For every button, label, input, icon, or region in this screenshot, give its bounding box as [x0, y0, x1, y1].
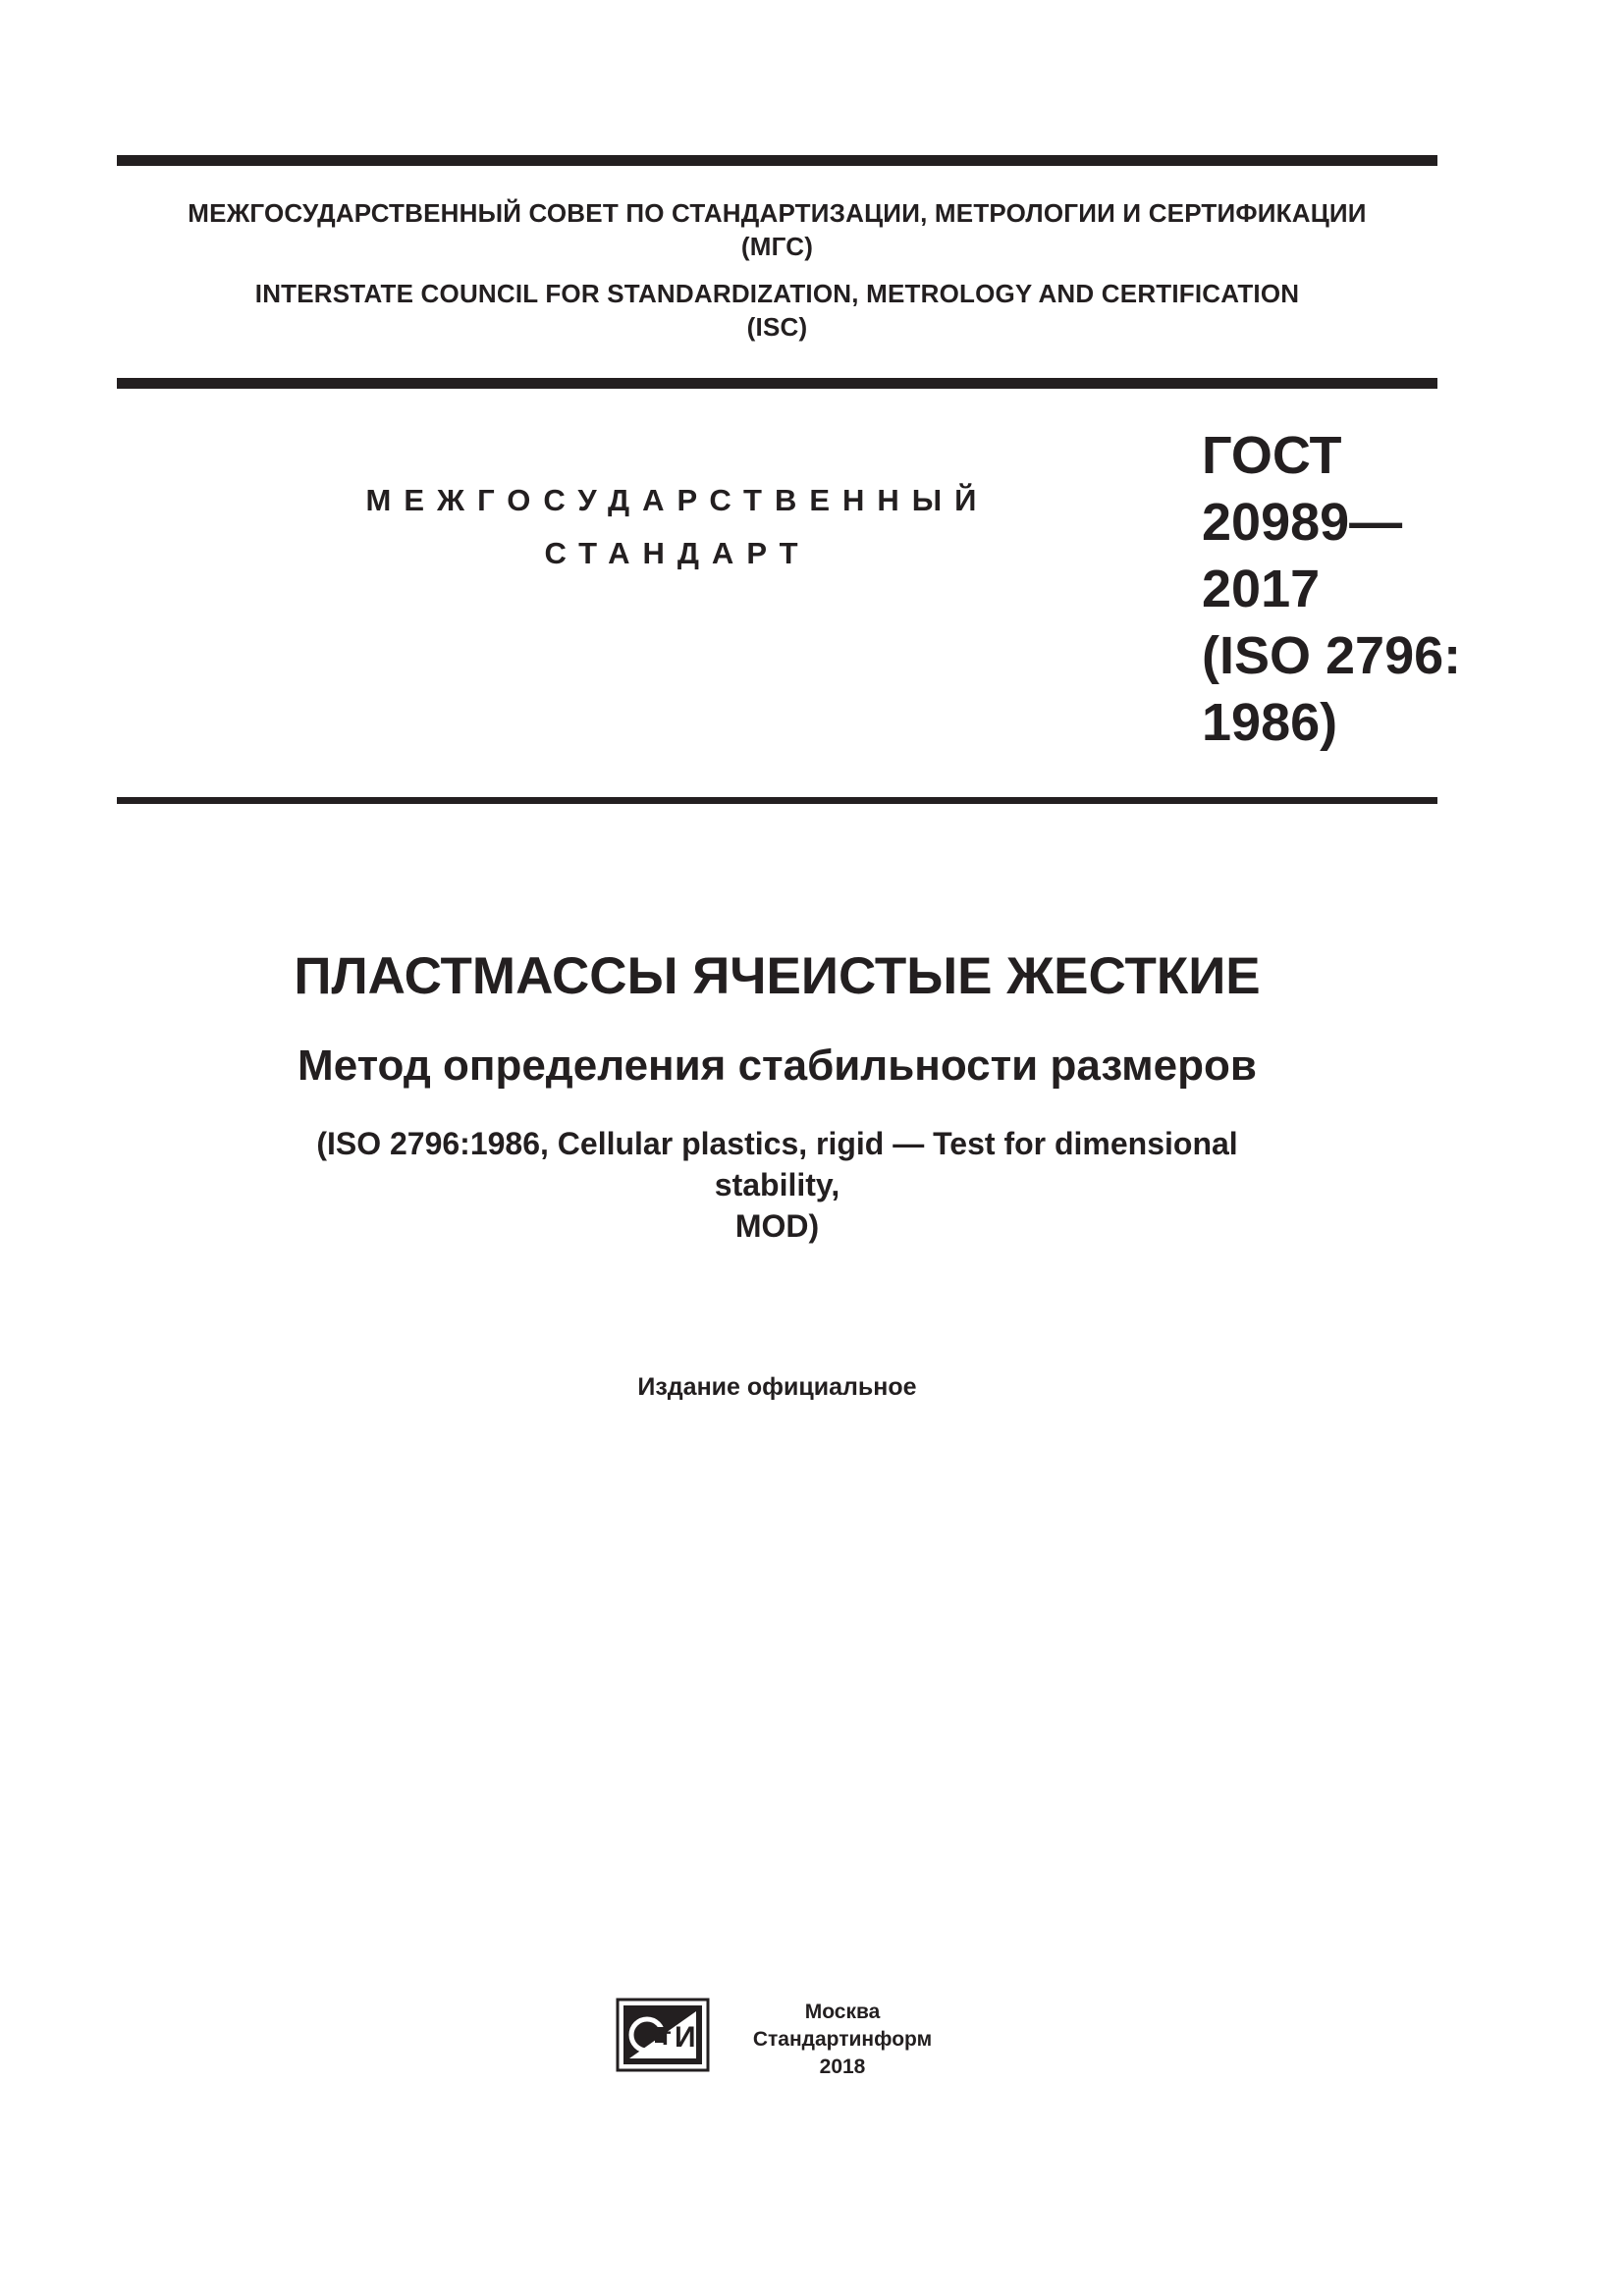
bottom-rule [117, 797, 1437, 804]
council-name-en-line2: (ISC) [746, 312, 808, 342]
middle-rule [117, 378, 1437, 389]
document-subtitle: Метод определения стабильности размеров [298, 1041, 1257, 1090]
document-title: ПЛАСТМАССЫ ЯЧЕИСТЫЕ ЖЕСТКИЕ [294, 947, 1261, 1005]
council-name-en [117, 277, 1437, 344]
edition-note: Издание официальное [637, 1373, 917, 1401]
publisher-year: 2018 [819, 2056, 866, 2078]
svg-text:т: т [659, 2021, 672, 2051]
iso-reference-line1: (ISO 2796:1986, Cellular plastics, rigid — Test for dimensional stability, [316, 1126, 1238, 1202]
standartinform-logo-icon [616, 1998, 710, 2072]
standard-number-line3: 2017 [1202, 560, 1321, 618]
council-name-ru-line1: МЕЖГОСУДАРСТВЕННЫЙ СОВЕТ ПО СТАНДАРТИЗАЦИИ, МЕТРОЛОГИИ И СЕРТИФИКАЦИИ [188, 198, 1367, 228]
standard-number-line1: ГОСТ [1202, 426, 1342, 485]
council-name-en-line1: INTERSTATE COUNCIL FOR STANDARDIZATION, METROLOGY AND CERTIFICATION [254, 279, 1300, 308]
standard-type-label [295, 474, 1060, 580]
standard-number-line5: 1986) [1202, 693, 1338, 752]
standard-type-line2: СТАНДАРТ [544, 536, 811, 570]
council-name-ru [117, 196, 1437, 263]
publisher-name: Стандартинформ [752, 2028, 933, 2051]
svg-text:И: И [675, 2021, 696, 2054]
top-rule [117, 155, 1437, 166]
standard-number [1202, 422, 1487, 756]
council-name-ru-line2: (МГС) [740, 232, 814, 261]
standard-number-line2: 20989— [1202, 493, 1403, 552]
publisher-city: Москва [804, 2001, 881, 2023]
iso-reference-line2: MOD) [734, 1208, 820, 1244]
standard-type-line1: МЕЖГОСУДАРСТВЕННЫЙ [365, 483, 990, 517]
iso-reference [117, 1123, 1437, 1247]
standard-number-line4: (ISO 2796: [1202, 626, 1462, 685]
publisher-block [725, 1999, 960, 2081]
